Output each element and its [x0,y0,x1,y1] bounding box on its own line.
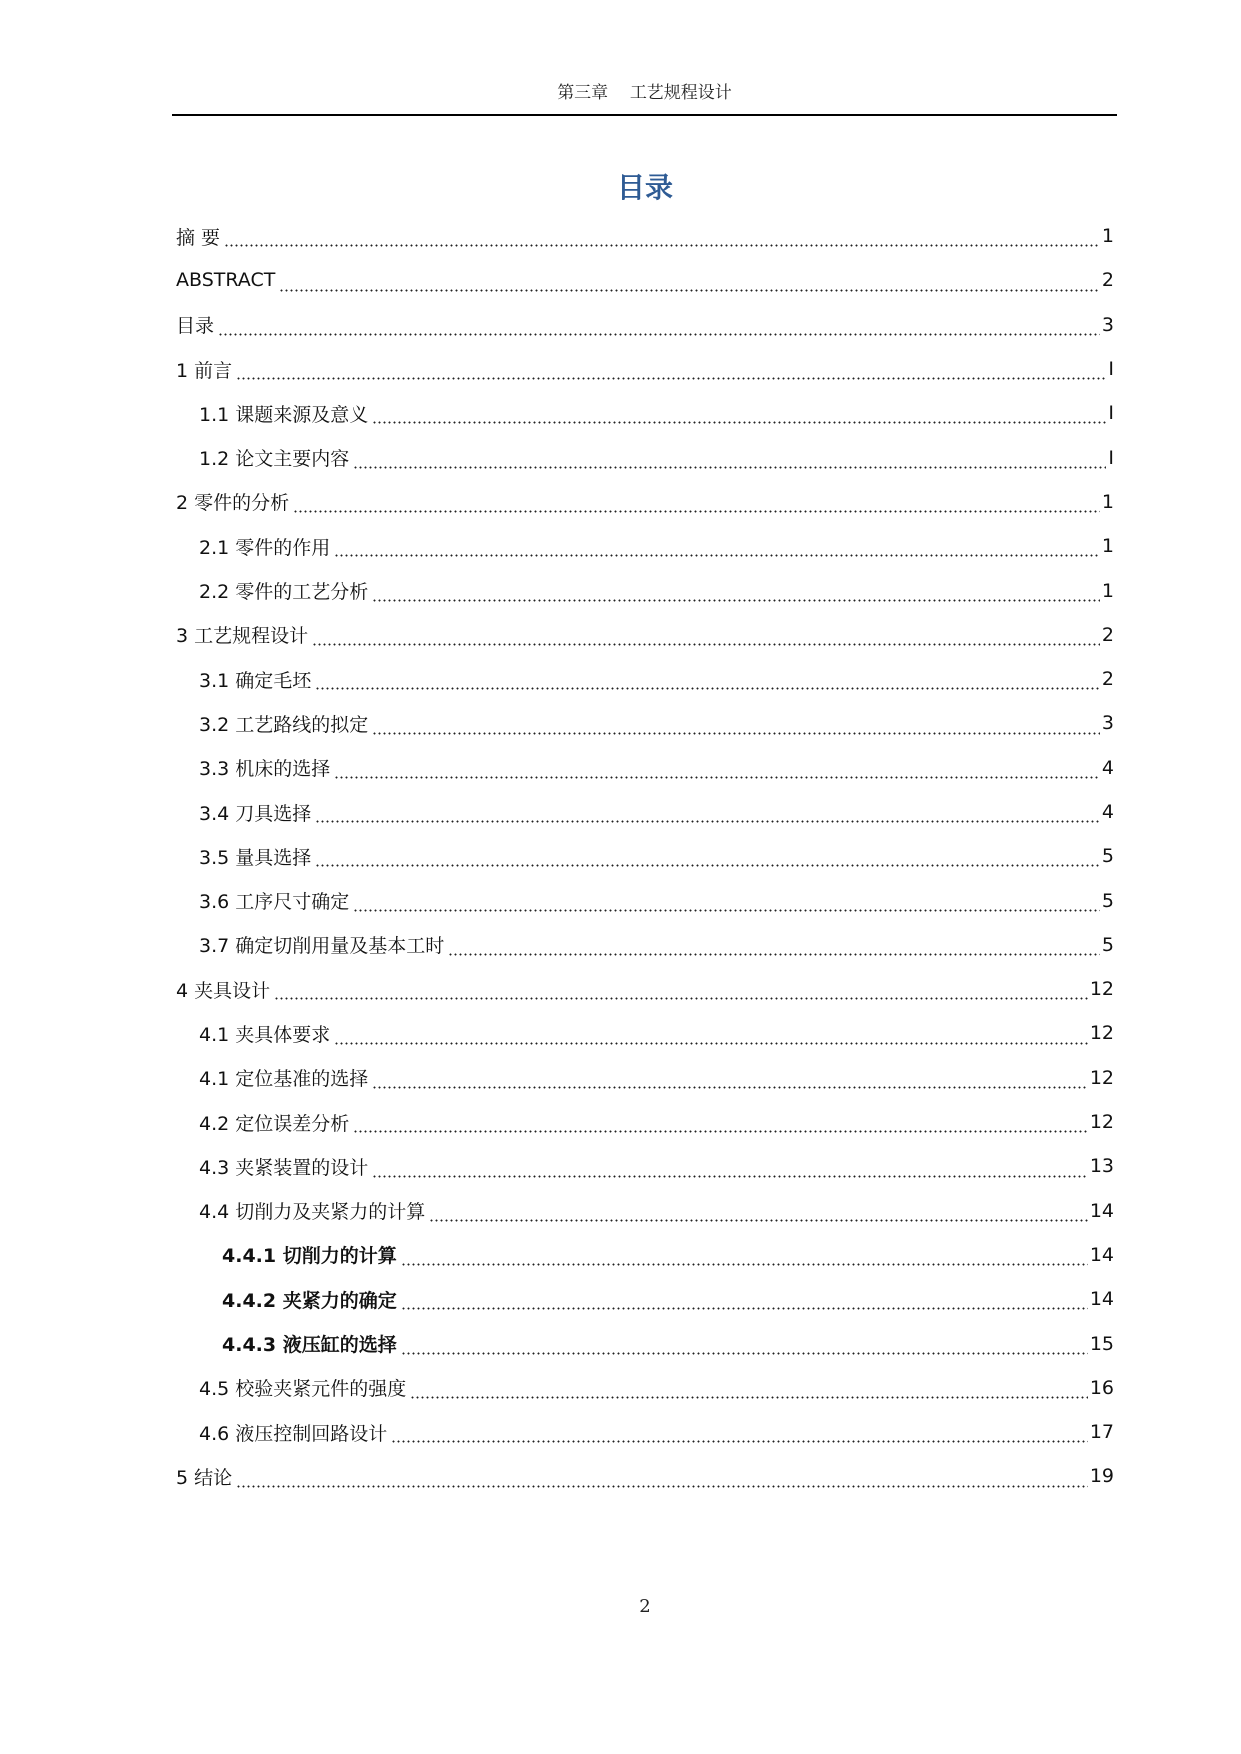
page-header [172,82,1117,116]
header-chapter: 第三章 [557,83,609,103]
toc-dot-leader [315,687,1100,690]
toc-entry[interactable] [176,480,1114,524]
toc-entry[interactable] [176,1454,1114,1498]
toc-entry[interactable] [176,347,1114,391]
toc-entry-page: 12 [1089,1111,1114,1134]
toc-entry-page: 1 [1101,579,1114,602]
toc-dot-leader [279,289,1100,292]
toc-entry-label: 4.4.3 液压缸的选择 [222,1334,397,1357]
toc-dot-leader [236,377,1106,380]
toc-entry[interactable] [176,657,1114,701]
toc-entry-page: 4 [1101,756,1114,779]
toc-entry[interactable] [176,746,1114,790]
toc-entry-label: 3.5 量具选择 [199,846,312,869]
toc-entry[interactable] [176,435,1114,479]
toc-entry[interactable] [176,613,1114,657]
toc-entry[interactable] [176,834,1114,878]
toc-dot-leader [315,820,1100,823]
toc-dot-leader [372,421,1106,424]
toc-dot-leader [293,510,1100,513]
toc-entry-page: 1 [1101,490,1114,513]
toc-entry[interactable] [176,568,1114,612]
toc-entry-label: 3.4 刀具选择 [199,802,312,825]
toc-entry[interactable] [176,391,1114,435]
toc-entry-label: 3 工艺规程设计 [176,625,309,648]
toc-entry-page: 19 [1089,1465,1114,1488]
toc-entry-page: 13 [1089,1155,1114,1178]
toc-entry-label: 2.1 零件的作用 [199,536,331,559]
toc-entry-page: 1 [1101,225,1114,248]
toc-title: 目录 [616,171,673,204]
toc-entry-label: 3.2 工艺路线的拟定 [199,713,369,736]
toc-entry[interactable] [176,701,1114,745]
toc-entry-page: I [1108,358,1114,381]
toc-dot-leader [410,1396,1088,1399]
toc-entry[interactable] [176,258,1114,302]
toc-dot-leader [391,1440,1088,1443]
toc-dot-leader [401,1263,1088,1266]
header-title: 工艺规程设计 [629,83,732,103]
toc-dot-leader [353,909,1100,912]
toc-entry-page: 4 [1101,801,1114,823]
toc-entry[interactable] [176,1011,1114,1055]
toc-entry-page: 5 [1101,845,1114,868]
toc-dot-leader [372,1086,1088,1089]
toc-entry-label: 3.3 机床的选择 [199,758,331,781]
toc-entry-page: 14 [1089,1288,1114,1311]
toc-entry[interactable] [176,524,1114,568]
toc-dot-leader [353,466,1106,469]
toc-entry[interactable] [176,1410,1114,1454]
toc-entry[interactable] [176,1233,1114,1277]
toc-entry-label: 摘 要 [176,226,221,249]
toc-dot-leader [429,1219,1088,1222]
toc-entry-page: I [1108,402,1114,425]
toc-entry-page: 14 [1089,1199,1114,1222]
toc-dot-leader [448,953,1100,956]
toc-entry-label: 2 零件的分析 [176,492,290,515]
toc-entry-label: 5 结论 [176,1466,233,1489]
toc-dot-leader [312,643,1100,646]
page-number: 2 [639,1596,651,1617]
toc-entry[interactable] [176,1277,1114,1321]
toc-entry-page: 3 [1101,313,1114,336]
toc-dot-leader [334,554,1100,557]
toc-entry-label: 1.1 课题来源及意义 [199,403,369,426]
toc-entry-page: 17 [1089,1421,1114,1444]
toc-entry[interactable] [176,1366,1114,1410]
toc-entry-label: 3.6 工序尺寸确定 [199,891,350,914]
toc-dot-leader [401,1352,1088,1355]
toc-entry-label: 4 夹具设计 [176,979,271,1002]
toc-dot-leader [218,333,1100,336]
table-of-contents [176,214,1114,1499]
toc-entry-label: 4.2 定位误差分析 [199,1112,350,1135]
toc-entry[interactable] [176,303,1114,347]
toc-dot-leader [372,599,1100,602]
toc-entry-label: 2.2 零件的工艺分析 [199,581,369,604]
toc-dot-leader [274,997,1088,1000]
toc-entry-label: 目录 [176,315,215,338]
toc-entry-label: 4.5 校验夹紧元件的强度 [199,1378,407,1401]
toc-entry-page: 2 [1101,668,1114,691]
toc-entry-page: 15 [1089,1332,1114,1355]
toc-entry[interactable] [176,878,1114,922]
toc-dot-leader [372,732,1100,735]
toc-dot-leader [401,1307,1088,1310]
toc-entry[interactable] [176,1100,1114,1144]
toc-entry-label: 3.1 确定毛坯 [199,669,312,692]
toc-dot-leader [334,1042,1088,1045]
toc-entry-label: 4.4.1 切削力的计算 [222,1245,397,1268]
toc-entry-page: 2 [1101,623,1114,646]
toc-entry-page: 16 [1089,1376,1114,1399]
toc-entry[interactable] [176,923,1114,967]
toc-entry-page: 14 [1089,1243,1114,1266]
toc-entry-label: 4.4 切削力及夹紧力的计算 [199,1201,426,1224]
toc-entry-label: ABSTRACT [176,269,276,292]
toc-dot-leader [224,244,1100,247]
toc-entry-page: 2 [1101,269,1114,292]
toc-entry[interactable] [176,967,1114,1011]
toc-entry-label: 4.4.2 夹紧力的确定 [222,1289,397,1312]
toc-entry-page: 12 [1089,1022,1114,1045]
toc-entry-label: 1.2 论文主要内容 [199,448,350,471]
toc-entry-page: 3 [1101,712,1114,735]
toc-entry-page: I [1108,446,1114,469]
toc-dot-leader [315,864,1100,867]
toc-dot-leader [334,776,1100,779]
toc-entry[interactable] [176,790,1114,834]
toc-entry[interactable] [176,1056,1114,1100]
toc-entry-label: 4.3 夹紧装置的设计 [199,1156,369,1179]
toc-entry-page: 5 [1101,889,1114,912]
toc-entry[interactable] [176,1189,1114,1233]
toc-entry-page: 1 [1101,535,1114,558]
toc-entry-page: 12 [1089,978,1114,1001]
toc-entry-page: 12 [1089,1066,1114,1089]
toc-entry[interactable] [176,214,1114,258]
toc-entry[interactable] [176,1144,1114,1188]
toc-entry-label: 3.7 确定切削用量及基本工时 [199,935,445,958]
toc-entry-label: 1 前言 [176,359,233,382]
toc-dot-leader [236,1485,1088,1488]
toc-entry-label: 4.6 液压控制回路设计 [199,1422,388,1445]
toc-dot-leader [372,1175,1088,1178]
toc-entry-label: 4.1 定位基准的选择 [199,1068,369,1091]
toc-entry[interactable] [176,1321,1114,1365]
toc-entry-page: 5 [1101,933,1114,956]
toc-entry-label: 4.1 夹具体要求 [199,1023,331,1046]
toc-dot-leader [353,1130,1088,1133]
